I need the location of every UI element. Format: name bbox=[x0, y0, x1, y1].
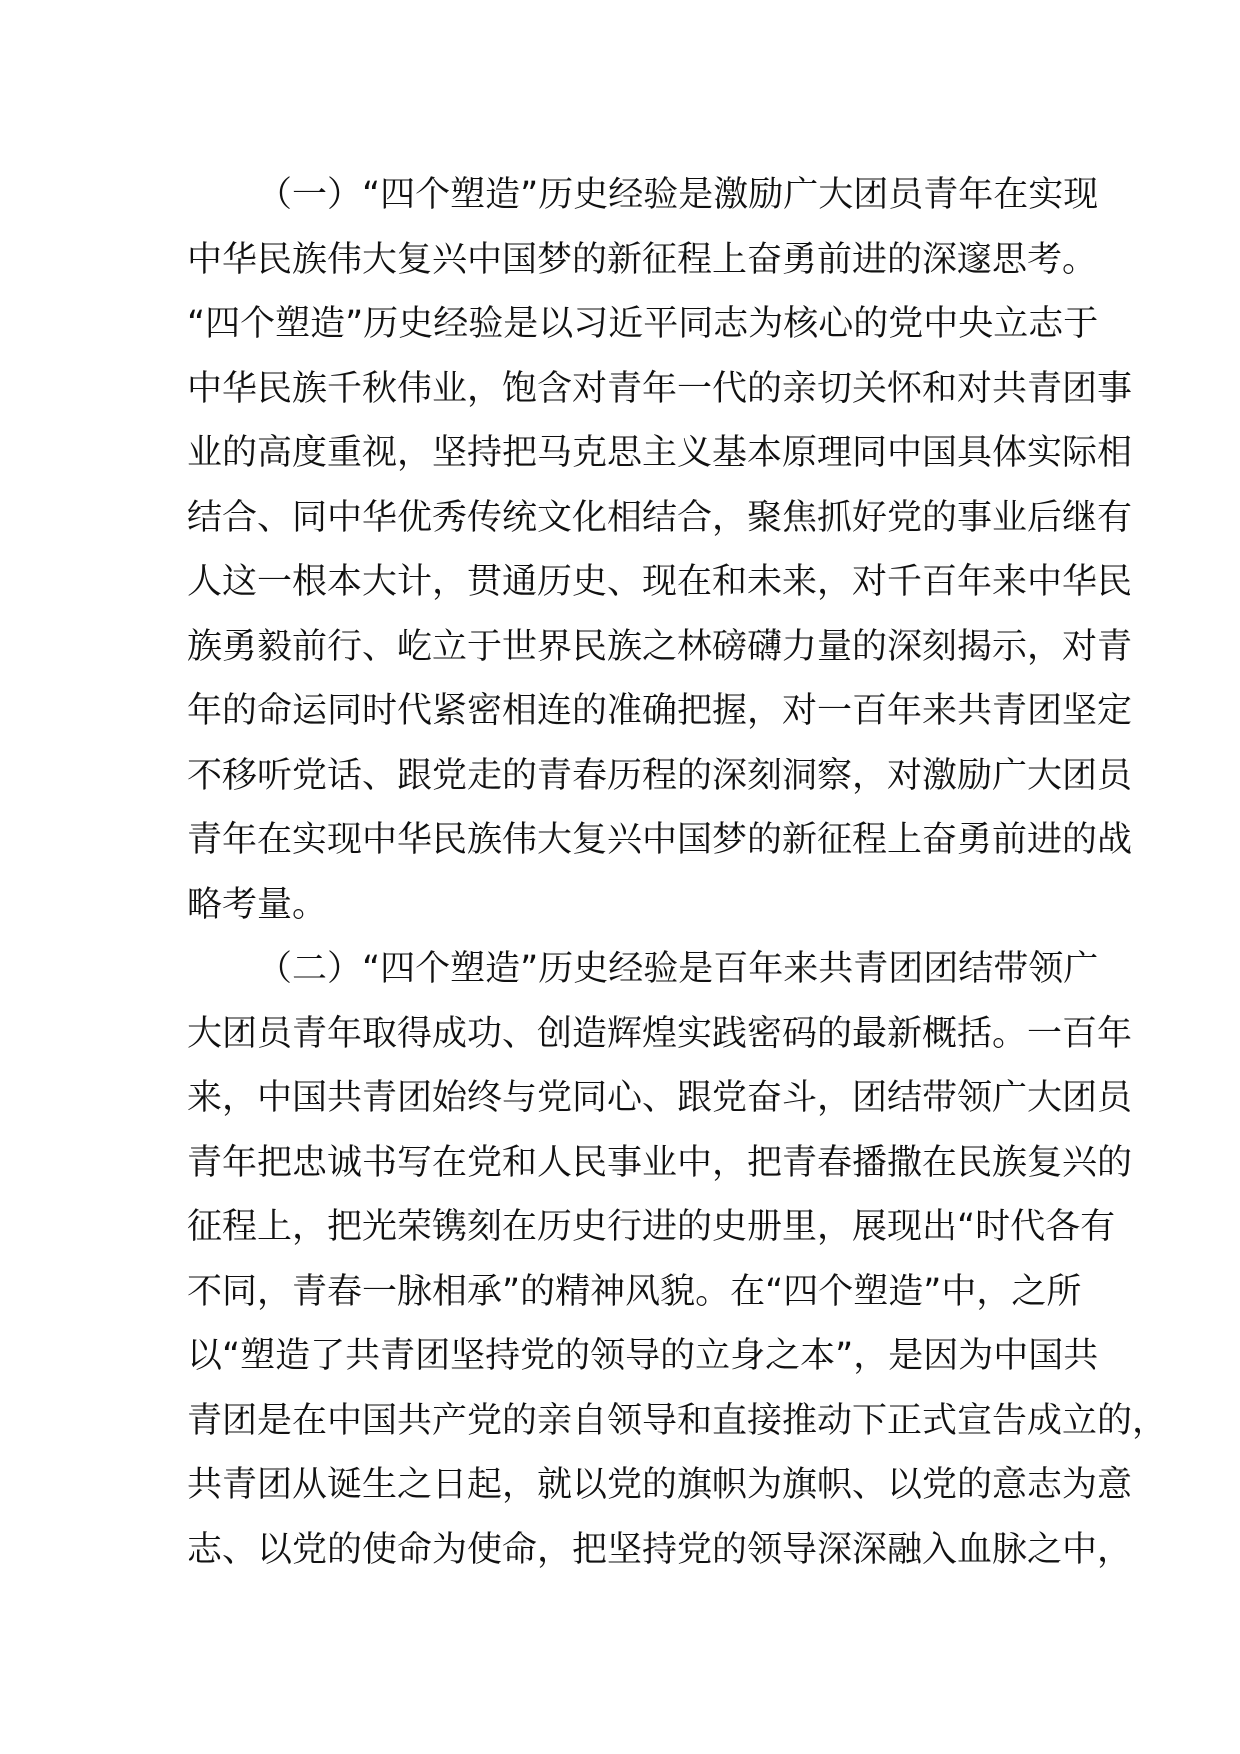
paragraph-1-line-3: “四个塑造”历史经验是以习近平同志为核心的党中央立志于 bbox=[187, 304, 1099, 344]
paragraph-2-line-6: 不同，青春一脉相承”的精神风貌。在“四个塑造”中，之所 bbox=[187, 1271, 1082, 1312]
paragraph-1-line-4: 中华民族千秋伟业，饱含对青年一代的亲切关怀和对共青团事 bbox=[187, 368, 1133, 409]
paragraph-2-line-9: 共青团从诞生之日起，就以党的旗帜为旗帜、以党的意志为意 bbox=[187, 1465, 1133, 1505]
paragraph-2-line-4: 青年把忠诚书写在党和人民事业中，把青春播撒在民族复兴的 bbox=[187, 1142, 1133, 1183]
paragraph-2-line-8: 青团是在中国共产党的亲自领导和直接推动下正式宣告成立的， bbox=[187, 1400, 1168, 1441]
paragraph-1-line-7: 人这一根本大计，贯通历史、现在和未来，对千百年来中华民 bbox=[187, 562, 1133, 602]
paragraph-1-line-2: 中华民族伟大复兴中国梦的新征程上奋勇前进的深邃思考。 bbox=[187, 239, 1098, 280]
paragraph-1-line-8: 族勇毅前行、屹立于世界民族之林磅礴力量的深刻揭示，对青 bbox=[187, 626, 1133, 667]
paragraph-2-line-2: 大团员青年取得成功、创造辉煌实践密码的最新概括。一百年 bbox=[187, 1013, 1133, 1054]
paragraph-1-line-12: 略考量。 bbox=[187, 884, 328, 925]
paragraph-1-line-5: 业的高度重视，坚持把马克思主义基本原理同中国具体实际相 bbox=[187, 433, 1133, 473]
paragraph-1-line-9: 年的命运同时代紧密相连的准确把握，对一百年来共青团坚定 bbox=[187, 691, 1133, 731]
paragraph-2-line-1: （二）“四个塑造”历史经验是百年来共青团团结带领广 bbox=[257, 949, 1099, 989]
body-text bbox=[187, 163, 1168, 1582]
paragraph-2-line-3: 来，中国共青团始终与党同心、跟党奋斗，团结带领广大团员 bbox=[187, 1078, 1133, 1118]
paragraph-1-line-1: （一）“四个塑造”历史经验是激励广大团员青年在实现 bbox=[257, 175, 1099, 215]
paragraph-2-line-7: 以“塑造了共青团坚持党的领导的立身之本”，是因为中国共 bbox=[187, 1336, 1099, 1376]
paragraph-2-line-5: 征程上，把光荣镌刻在历史行进的史册里，展现出“时代各有 bbox=[187, 1207, 1116, 1247]
paragraph-1-line-11: 青年在实现中华民族伟大复兴中国梦的新征程上奋勇前进的战 bbox=[187, 820, 1133, 860]
paragraph-2-line-10: 志、以党的使命为使命，把坚持党的领导深深融入血脉之中， bbox=[187, 1529, 1133, 1570]
paragraph-1-line-10: 不移听党话、跟党走的青春历程的深刻洞察，对激励广大团员 bbox=[187, 755, 1133, 796]
paragraph-1-line-6: 结合、同中华优秀传统文化相结合，聚焦抓好党的事业后继有 bbox=[187, 497, 1133, 538]
